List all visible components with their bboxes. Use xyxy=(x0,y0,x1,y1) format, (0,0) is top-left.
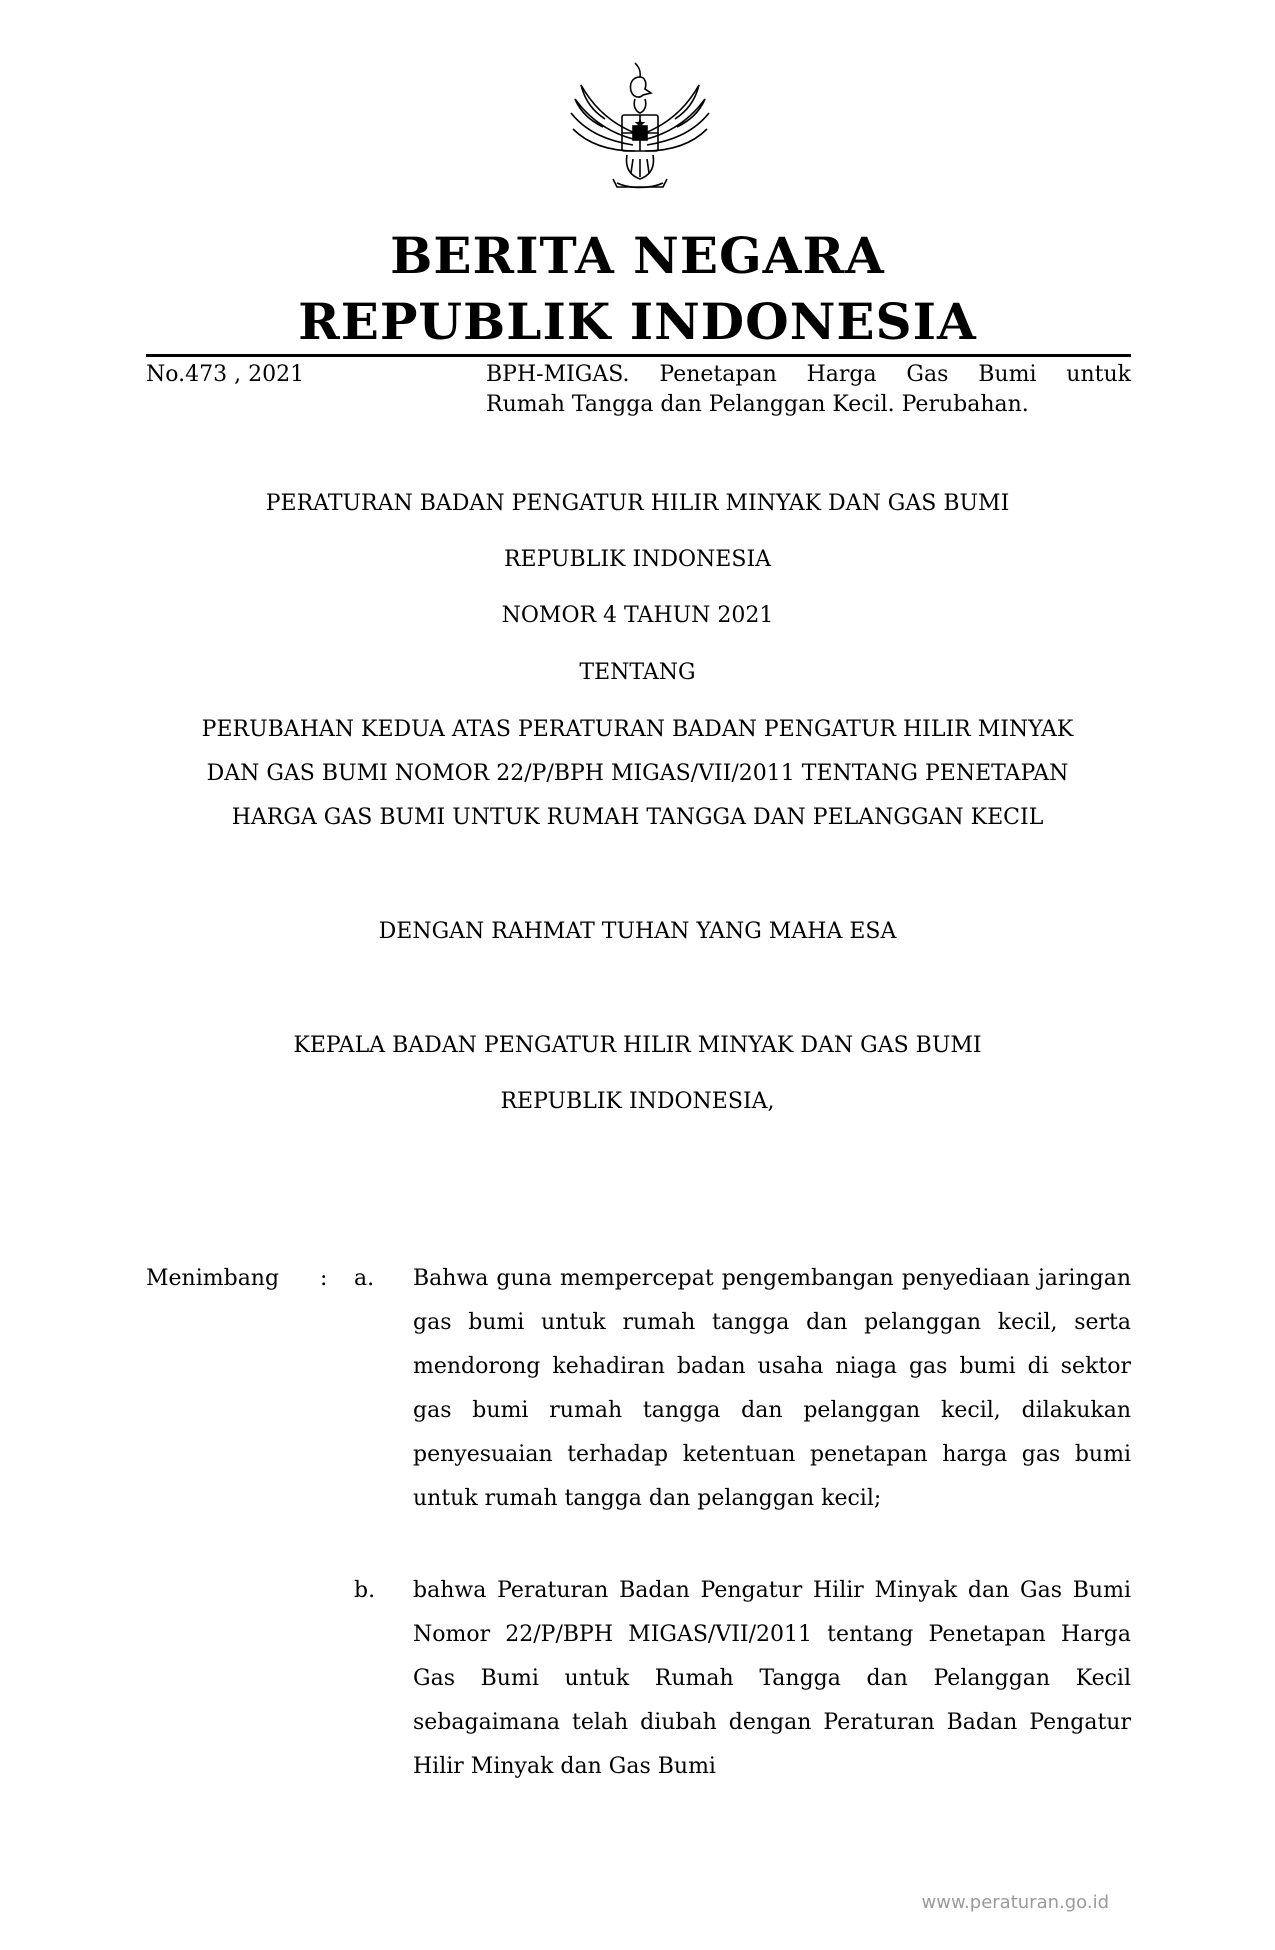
footer-website-url: www.peraturan.go.id xyxy=(921,1892,1109,1913)
masthead-title-line1: BERITA NEGARA xyxy=(390,226,885,285)
head-of-agency-line1: KEPALA BADAN PENGATUR HILIR MINYAK DAN GAS BUMI xyxy=(293,1033,982,1058)
consideration-text-b: bahwa Peraturan Badan Pengatur Hilir Minyak dan Gas Bumi Nomor 22/P/BPH MIGAS/VII/2011 tentang Penetapan Harga Gas Bumi untuk Rumah Tangga dan Pelanggan Kecil sebagaimana telah diubah dengan Peraturan Badan Pengatur Hilir Minyak dan Gas Bumi xyxy=(413,1578,1131,1779)
considerations-label: Menimbang xyxy=(146,1266,280,1291)
head-of-agency-line2: REPUBLIK INDONESIA, xyxy=(500,1089,775,1114)
gazette-description xyxy=(486,360,1131,420)
masthead-title-line2: REPUBLIK INDONESIA xyxy=(298,292,977,351)
gazette-description-line1: BPH-MIGAS. Penetapan Harga Gas Bumi untuk xyxy=(486,362,1131,387)
blessing-line: DENGAN RAHMAT TUHAN YANG MAHA ESA xyxy=(378,919,897,944)
garuda-pancasila-emblem-icon xyxy=(555,55,725,205)
regulation-title-line1: PERATURAN BADAN PENGATUR HILIR MINYAK DAN GAS BUMI xyxy=(265,491,1010,516)
regulation-subject-line1: PERUBAHAN KEDUA ATAS PERATURAN BADAN PENGATUR HILIR MINYAK xyxy=(201,717,1074,742)
regulation-subject-line3: HARGA GAS BUMI UNTUK RUMAH TANGGA DAN PELANGGAN KECIL xyxy=(231,805,1044,830)
consideration-letter-a: a. xyxy=(354,1266,375,1291)
gazette-description-line2: Rumah Tangga dan Pelanggan Kecil. Perubahan. xyxy=(486,392,1029,417)
masthead-divider xyxy=(146,354,1131,357)
regulation-number: NOMOR 4 TAHUN 2021 xyxy=(501,603,774,628)
consideration-letter-b: b. xyxy=(354,1578,376,1603)
considerations-colon: : xyxy=(320,1266,328,1291)
regulation-about: TENTANG xyxy=(579,660,696,685)
gazette-number: No.473 , 2021 xyxy=(146,362,305,387)
consideration-text-a: Bahwa guna mempercepat pengembangan penyediaan jaringan gas bumi untuk rumah tangga dan pelanggan kecil, serta mendorong kehadiran badan usaha niaga gas bumi di sektor gas bumi rumah tangga dan pelanggan kecil, dilakukan penyesuaian terhadap ketentuan penetapan harga gas bumi untuk rumah tangga dan pelanggan kecil; xyxy=(413,1266,1131,1511)
regulation-title-line2: REPUBLIK INDONESIA xyxy=(503,547,772,572)
regulation-subject-line2: DAN GAS BUMI NOMOR 22/P/BPH MIGAS/VII/2011 TENTANG PENETAPAN xyxy=(206,761,1069,786)
